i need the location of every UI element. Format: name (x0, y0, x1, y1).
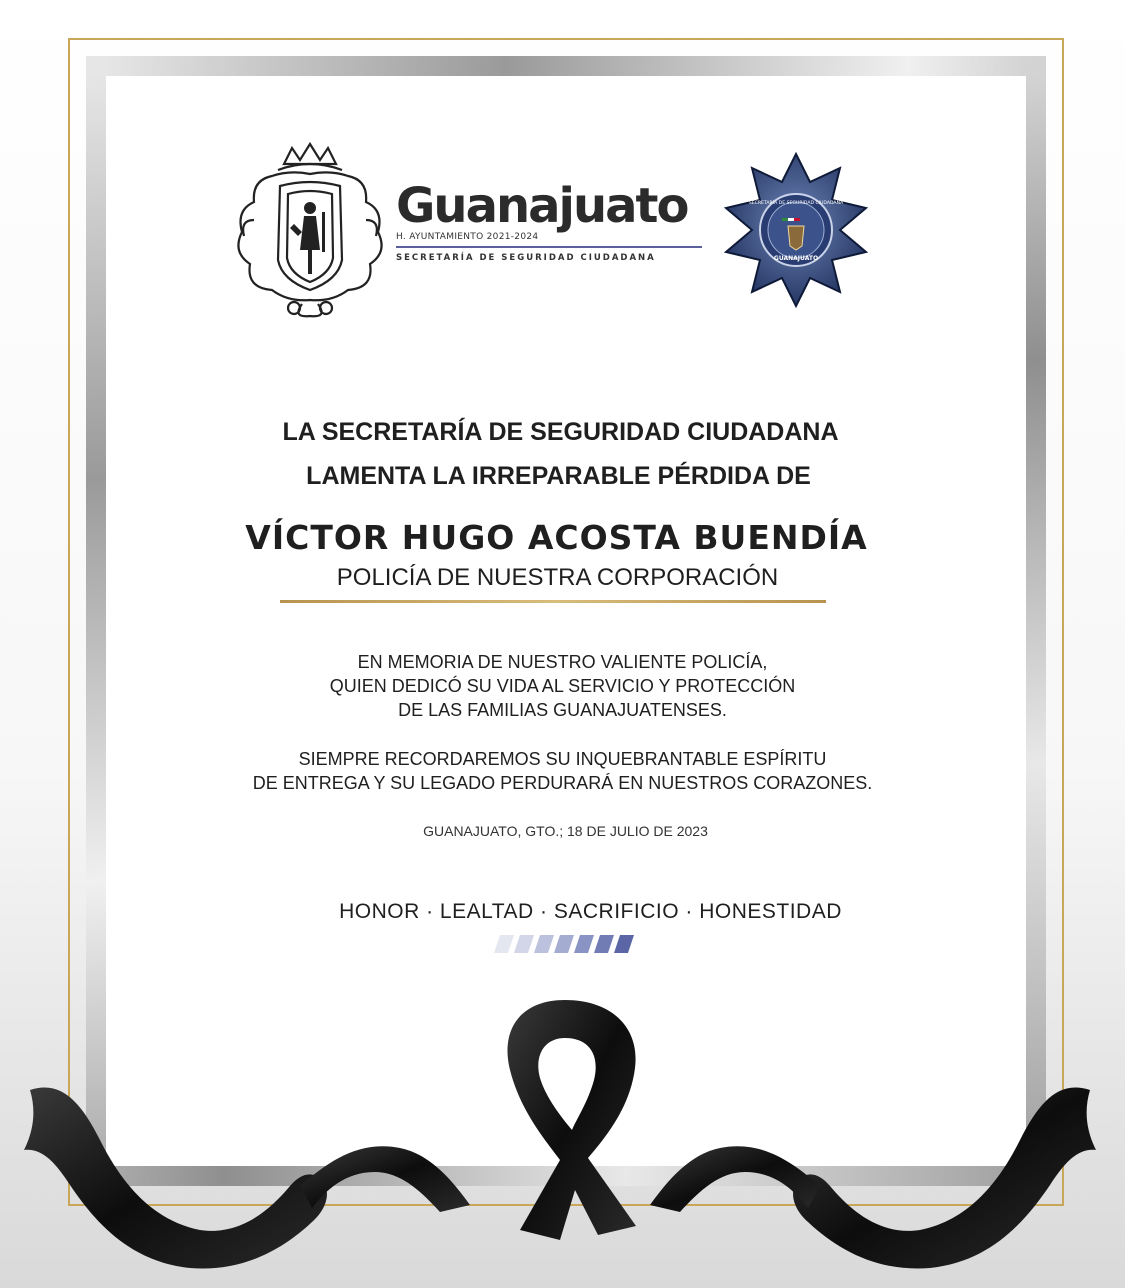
brand-name: Guanajuato (396, 178, 688, 234)
deceased-name: VÍCTOR HUGO ACOSTA BUENDÍA (245, 518, 868, 557)
memorial-line: DE ENTREGA Y SU LEGADO PERDURARÁ EN NUESTROS CORAZONES. (252, 773, 873, 793)
memorial-line: EN MEMORIA DE NUESTRO VALIENTE POLICÍA, (357, 652, 768, 672)
deceased-rank: POLICÍA DE NUESTRA CORPORACIÓN (336, 564, 779, 591)
notice-date: GUANAJUATO, GTO.; 18 DE JULIO DE 2023 (423, 823, 708, 839)
brand-subtitle: H. AYUNTAMIENTO 2021-2024 (396, 232, 539, 242)
coat-of-arms-icon (232, 140, 388, 322)
memorial-paragraph-2 (0, 747, 1125, 795)
badge-top-text: SECRETARÍA DE SEGURIDAD CIUDADANA (748, 201, 844, 206)
memorial-line: QUIEN DEDICÓ SU VIDA AL SERVICIO Y PROTECCIÓN (329, 676, 796, 696)
brand-block (396, 180, 716, 263)
police-star-badge-icon (722, 152, 870, 308)
memorial-line: SIEMPRE RECORDAREMOS SU INQUEBRANTABLE ESPÍRITU (298, 749, 827, 769)
mourning-ribbon-icon (0, 990, 1125, 1288)
gold-divider (280, 600, 826, 603)
brand-divider (396, 246, 702, 248)
notice-line-1: LA SECRETARÍA DE SEGURIDAD CIUDADANA (282, 418, 839, 446)
memorial-paragraph-1 (0, 650, 1125, 722)
notice-line-2: LAMENTA LA IRREPARABLE PÉRDIDA DE (306, 462, 811, 490)
badge-bottom-text: GUANAJUATO (773, 255, 819, 262)
motto: HONOR · LEALTAD · SACRIFICIO · HONESTIDAD (339, 900, 842, 923)
gradient-stripes-icon (490, 933, 640, 955)
brand-department: SECRETARÍA DE SEGURIDAD CIUDADANA (396, 253, 656, 263)
memorial-line: DE LAS FAMILIAS GUANAJUATENSES. (398, 700, 727, 720)
